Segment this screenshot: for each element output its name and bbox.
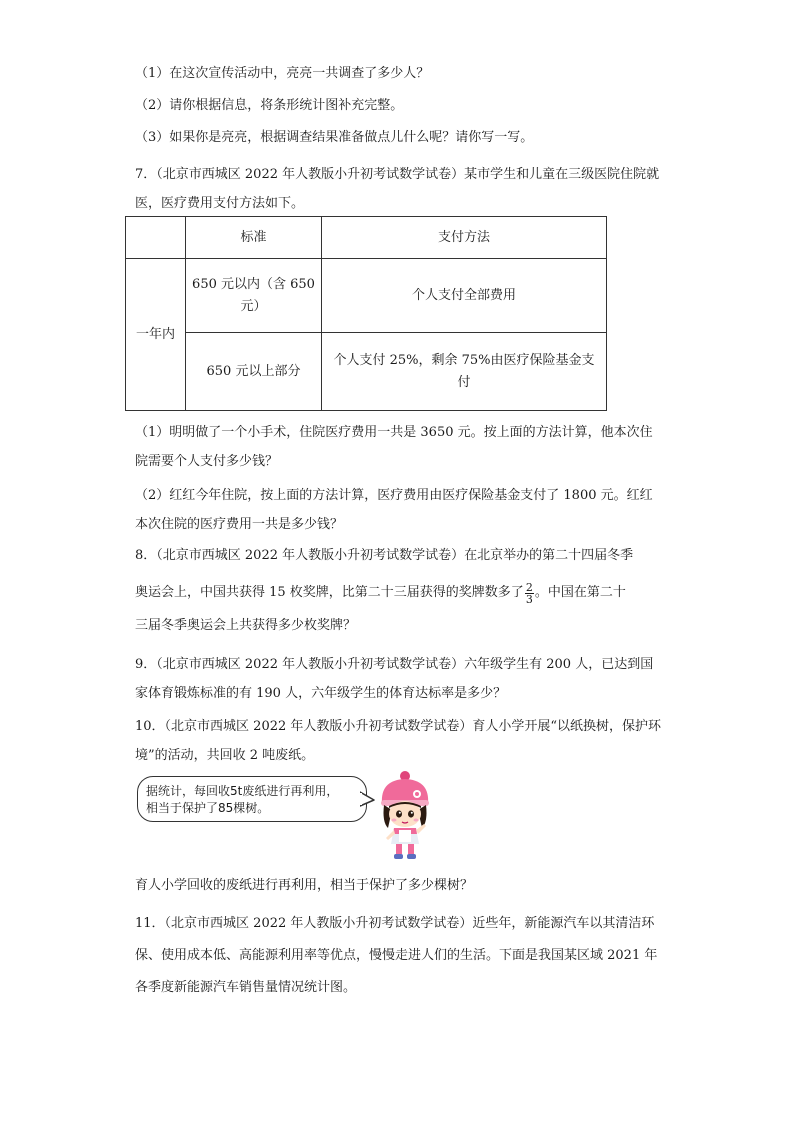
table-corner-cell [126, 217, 186, 259]
table-header-method: 支付方法 [322, 217, 607, 259]
q7-sub2: （2）红红今年住院，按上面的方法计算，医疗费用由医疗保险基金支付了 1800 元。红红本次住院的医疗费用一共是多少钱？ [135, 488, 653, 532]
cartoon-girl-icon [372, 770, 438, 862]
table-r1-standard: 650 元以内（含 650 元） [186, 259, 322, 333]
table-r2-standard: 650 元以上部分 [186, 333, 322, 411]
q8-line3: 三届冬季奥运会上共获得多少枚奖牌？ [135, 618, 357, 633]
q8-fraction-denominator: 3 [525, 592, 533, 606]
q8-text-b: 。中国在第二十 [534, 585, 626, 600]
q7-intro: 7．（北京市西城区 2022 年人教版小升初考试数学试卷）某市学生和儿童在三级医院住院就医，医疗费用支付方法如下。 [135, 167, 660, 211]
q10-intro: 10．（北京市西城区 2022 年人教版小升初考试数学试卷）育人小学开展“以纸换树，保护环境”的活动，共回收 2 吨废纸。 [135, 719, 662, 763]
table-r2-method: 个人支付 25%，剩余 75%由医疗保险基金支付 [322, 333, 607, 411]
q10-question: 育人小学回收的废纸进行再利用，相当于保护了多少棵树？ [135, 878, 474, 893]
q6-sub2: （2）请你根据信息，将条形统计图补充完整。 [135, 98, 404, 113]
table-period-cell: 一年内 [126, 259, 186, 411]
payment-table [125, 216, 607, 411]
q9-text: 9．（北京市西城区 2022 年人教版小升初考试数学试卷）六年级学生有 200 人，已达到国家体育锻炼标准的有 190 人，六年级学生的体育达标率是多少？ [135, 657, 654, 701]
q6-sub1: （1）在这次宣传活动中，亮亮一共调查了多少人？ [135, 66, 430, 81]
q8-line1: 8．（北京市西城区 2022 年人教版小升初考试数学试卷）在北京举办的第二十四届冬季 [135, 548, 634, 563]
q8-fraction [525, 582, 534, 605]
q8-line2 [135, 578, 626, 608]
q11-text: 11．（北京市西城区 2022 年人教版小升初考试数学试卷）近些年，新能源汽车以其清洁环保、使用成本低、高能源利用率等优点，慢慢走进人们的生活。下面是我国某区域 2021 年各季度新能源汽车销售量情况统计图。 [135, 916, 658, 995]
q6-sub3: （3）如果你是亮亮，根据调查结果准备做点儿什么呢？请你写一写。 [135, 130, 534, 145]
q8-text-a: 奥运会上，中国共获得 15 枚奖牌，比第二十三届获得的奖牌数多了 [135, 585, 524, 600]
q7-sub1: （1）明明做了一个小手术，住院医疗费用一共是 3650 元。按上面的方法计算，他本次住院需要个人支付多少钱？ [135, 425, 653, 469]
table-r1-method: 个人支付全部费用 [322, 259, 607, 333]
q8-fraction-numerator: 2 [525, 580, 533, 594]
bubble-line-1: 据统计，每回收5t废纸进行再利用， [146, 784, 339, 798]
speech-bubble [137, 776, 367, 822]
bubble-line-2: 相当于保护了85棵树。 [146, 801, 270, 815]
table-header-standard: 标准 [186, 217, 322, 259]
